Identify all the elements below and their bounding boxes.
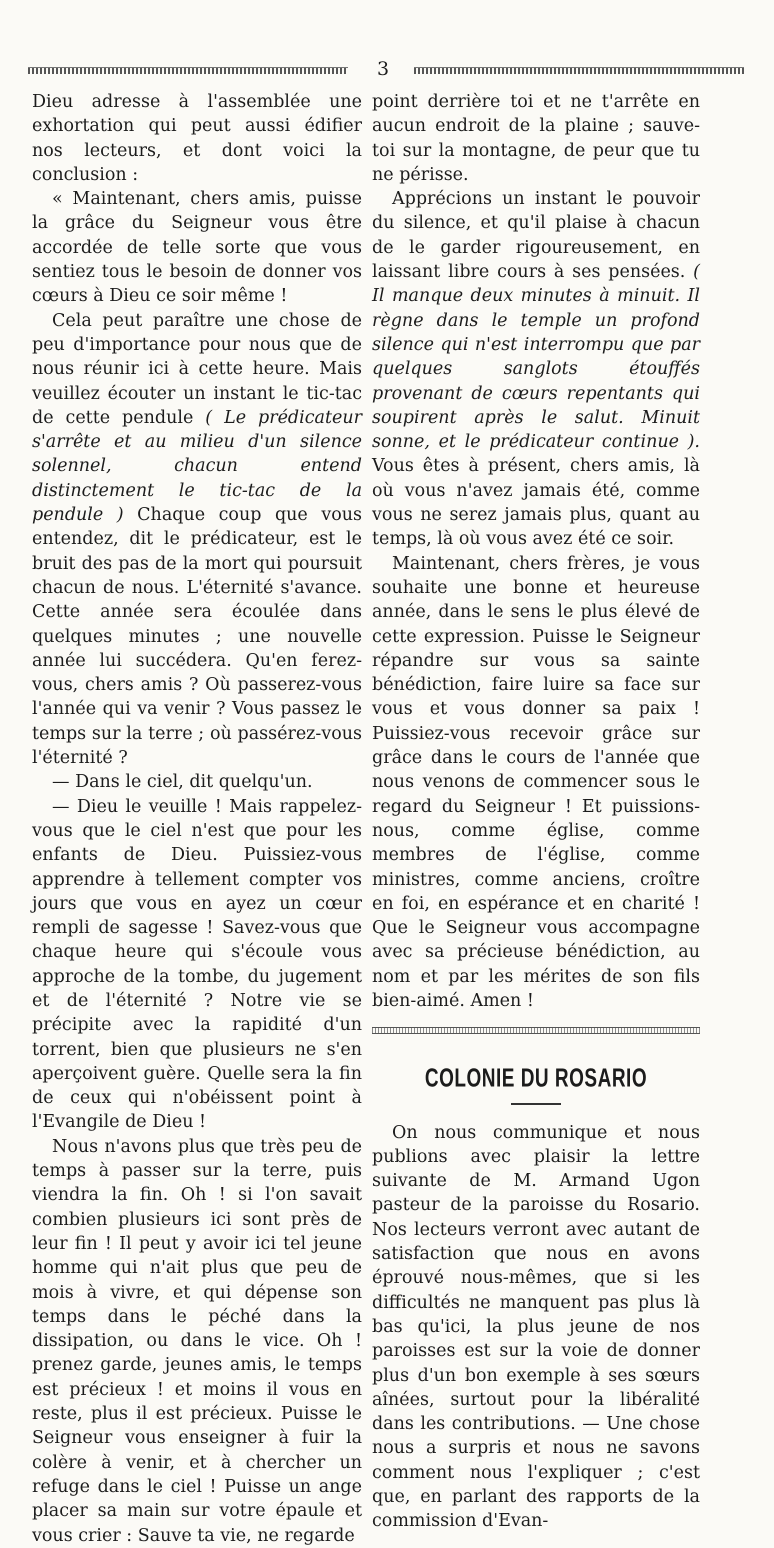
page-number: 3 — [376, 58, 390, 80]
right-column — [372, 90, 700, 1534]
text-run: Chaque coup que vous entendez, dit le prédicateur, est le bruit des pas de la mort qui poursuit chacun de nous. L'éternité s'avance. Cette année sera écoulée dans quelques minutes ; une nouvelle année lui succédera. Qu'en ferez-vous, chers amis ? Où passerez-vous l'année qui va venir ? Vous passez le temps sur la terre ; où passérez-vous l'éternité ? — [32, 505, 362, 769]
page-header — [28, 58, 744, 82]
section-title: COLONIE DU ROSARIO — [424, 1065, 648, 1094]
italic-stage-direction: ( Il manque deux minutes à minuit. Il règne dans le temple un profond silence qui n'est interrompu que par quelques sanglots étouffés provenant de cœurs repentants qui soupirent après le salut. Minuit sonne, et le prédicateur continue ). — [372, 262, 700, 453]
paragraph: — Dans le ciel, dit quelqu'un. — [52, 772, 313, 793]
title-underline — [511, 1103, 561, 1105]
paragraph: « Maintenant, chers amis, puisse la grâce du Seigneur vous être accordée de telle sorte que vous sentiez tous le besoin de donner vos cœurs à Dieu ce soir même ! — [32, 189, 362, 307]
paragraph: On nous communique et nous publions avec plaisir la lettre suivante de M. Armand Ugon pasteur de la paroisse du Rosario. Nos lecteurs verront avec autant de satisfaction que nous en avons éprouvé nous-mêmes, que si les difficultés ne manquent pas plus là bas qu'ici, la plus jeune de nos paroisses est sur la voie de donner plus d'un bon exemple à ses sœurs aînées, surtout pour la libéralité dans les contributions. — Une chose nous a surpris et nous ne savons comment nous l'expliquer ; c'est que, en parlant des rapports de la commission d'Evan- — [372, 1122, 700, 1532]
italic-stage-direction: ( Le prédicateur s'arrête et au milieu d'un silence solennel, chacun entend distinctement le tic-tac de la pendule ) — [32, 407, 362, 526]
header-ornament-left — [28, 67, 348, 74]
paragraph: Dieu adresse à l'assemblée une exhortation qui peut aussi édifier nos lecteurs, et dont voici la conclusion : — [32, 92, 362, 185]
paragraph: Maintenant, chers frères, je vous souhaite une bonne et heureuse année, dans le sens le plus élevé de cette expression. Puisse le Seigneur répandre sur vous sa sainte bénédiction, faire luire sa face sur vous et vous donner sa paix ! Puissiez-vous recevoir grâce sur grâce dans le cours de l'année que nous venons de commencer sous le regard du Seigneur ! Et puissions-nous, comme église, comme membres de l'église, comme ministres, comme anciens, croître en foi, en espérance et en charité ! Que le Seigneur vous accompagne avec sa précieuse bénédiction, au nom et par les mérites de son fils bien-aimé. Amen ! — [372, 553, 700, 1011]
text-run: Cela peut paraître une chose de peu d'importance pour nous que de nous réunir ici à cette heure. Mais veuillez écouter un instant le tic-tac de cette pendule — [32, 310, 362, 428]
paragraph — [372, 187, 700, 551]
section-divider — [372, 1027, 700, 1034]
header-ornament-right — [414, 67, 744, 74]
paragraph: point derrière toi et ne t'arrête en aucun endroit de la plaine ; sauve-toi sur la montagne, de peur que tu ne périsse. — [372, 92, 700, 185]
left-column — [32, 90, 362, 1548]
text-run: Apprécions un instant le pouvoir du silence, et qu'il plaise à chacun de le garder rigoureusement, en laissant libre cours à ses pensées. — [372, 189, 700, 283]
paragraph: Nous n'avons plus que très peu de temps à passer sur la terre, puis viendra la fin. Oh ! si l'on savait combien plusieurs ici sont près de leur fin ! Il peut y avoir ici tel jeune homme qui n'ait plus que peu de mois à vivre, et qui dépense son temps dans le péché dans la dissipation, ou dans le vice. Oh ! prenez garde, jeunes amis, le temps est précieux ! et moins il vous en reste, plus il est précieux. Puisse le Seigneur vous enseigner à fuir la colère à venir, et à chercher un refuge dans le ciel ! Puisse un ange placer sa main sur votre épaule et vous crier : Sauve ta vie, ne regarde — [32, 1136, 362, 1546]
text-run: Vous êtes à présent, chers amis, là où vous n'avez jamais été, comme vous ne serez jamais plus, quant au temps, là où vous avez été ce soir. — [372, 456, 700, 550]
paragraph — [32, 309, 362, 771]
paragraph: — Dieu le veuille ! Mais rappelez-vous que le ciel n'est que pour les enfants de Dieu. Puissiez-vous apprendre à tellement compter vos jours que vous en ayez un cœur rempli de sagesse ! Savez-vous que chaque heure qui s'écoule vous approche de la tombe, du jugement et de l'éternité ? Notre vie se précipite avec la rapidité d'un torrent, bien que plusieurs ne s'en aperçoivent guère. Quelle sera la fin de ceux qui n'obéissent point à l'Evangile de Dieu ! — [32, 796, 362, 1133]
